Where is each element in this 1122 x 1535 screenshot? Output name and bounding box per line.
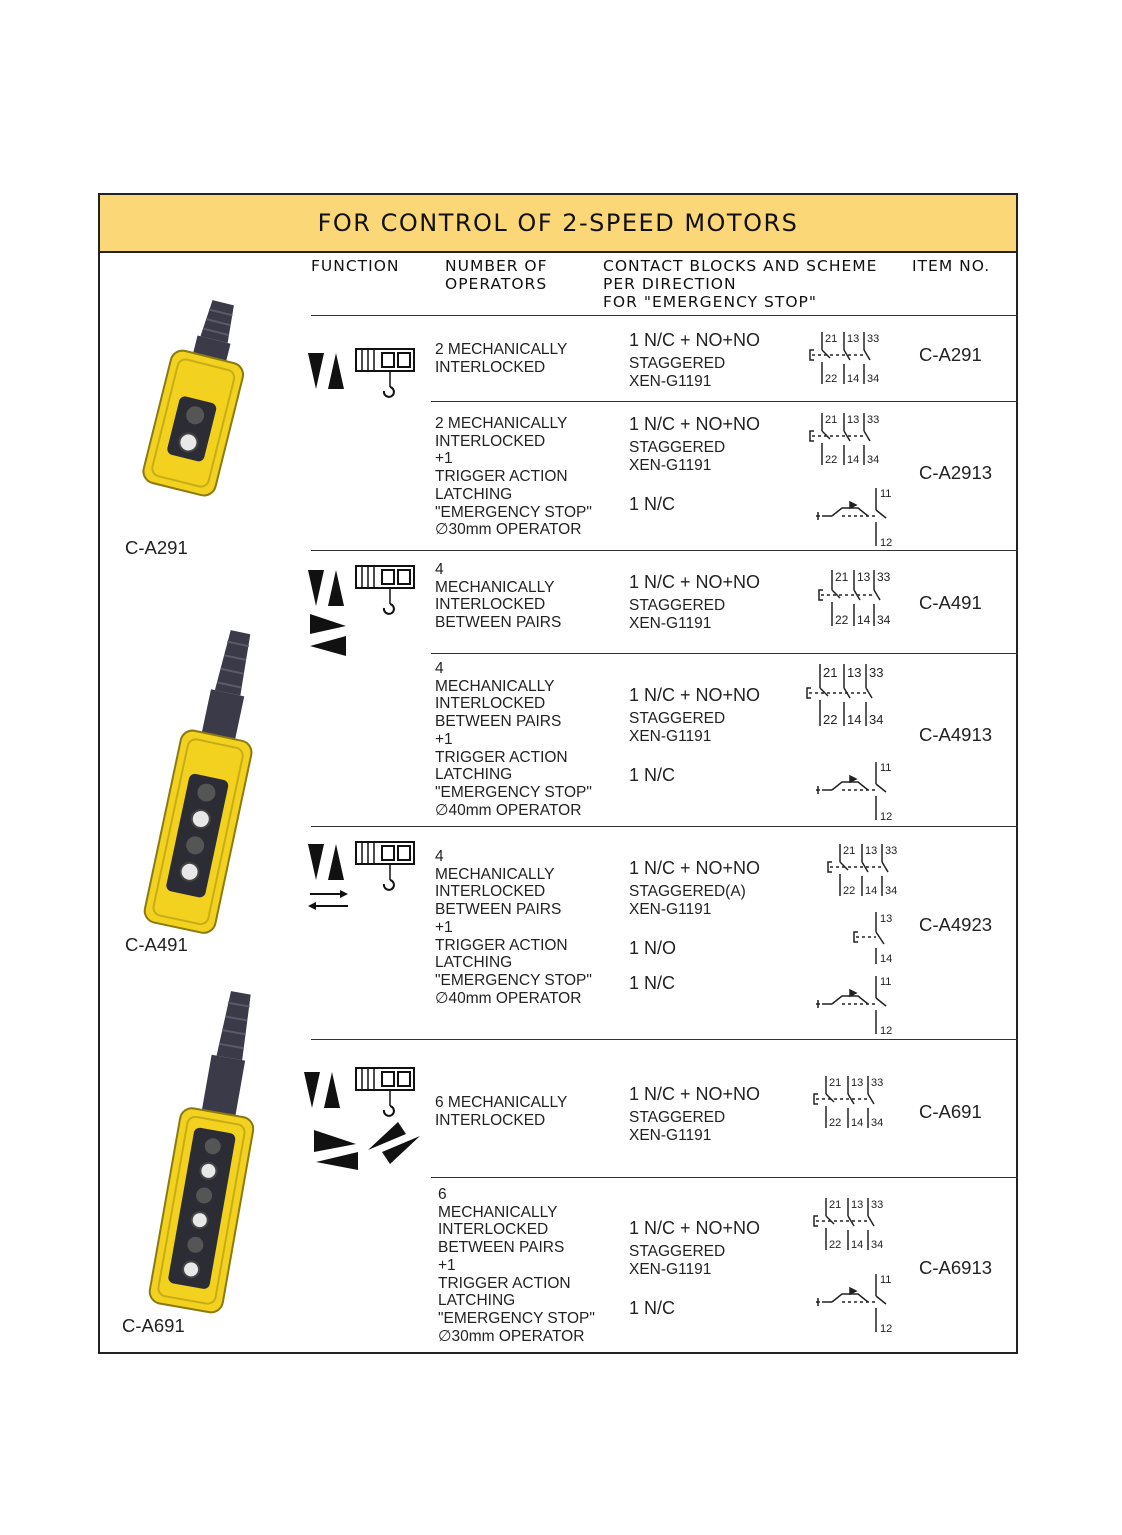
terminal-label: 11 <box>880 488 892 500</box>
terminal-label: 14 <box>847 373 860 385</box>
terminal-label: 11 <box>880 762 892 774</box>
operators-text: 2 MECHANICALLY INTERLOCKED +1 TRIGGER ACTION LATCHING "EMERGENCY STOP" ∅30mm OPERATOR <box>435 415 592 539</box>
terminal-label: 14 <box>851 1117 864 1129</box>
terminal-label: 33 <box>871 1199 884 1211</box>
title-banner <box>100 195 1016 253</box>
item-number: C-A291 <box>919 344 982 365</box>
operators-text: 4 MECHANICALLY INTERLOCKED BETWEEN PAIRS <box>435 561 562 632</box>
hoist-travel-icon <box>306 562 418 658</box>
estop-scheme-diagram <box>812 484 902 550</box>
header-operators: NUMBER OF OPERATORS <box>445 257 548 293</box>
item-number: C-A6913 <box>919 1257 993 1278</box>
contact-block: 1 N/C + NO+NO <box>629 414 761 434</box>
terminal-label: 22 <box>825 373 838 385</box>
page-title: FOR CONTROL OF 2-SPEED MOTORS <box>317 209 799 237</box>
pendant-2-button-image <box>110 290 290 520</box>
terminal-label: 13 <box>851 1077 864 1089</box>
terminal-label: 14 <box>857 613 871 627</box>
operators-text: 2 MECHANICALLY INTERLOCKED <box>435 341 568 376</box>
contact-scheme-diagram <box>808 411 888 467</box>
product-caption: C-A491 <box>125 934 188 955</box>
terminal-label: 33 <box>867 333 880 345</box>
contact-scheme: STAGGERED(A) XEN-G1191 <box>629 883 746 918</box>
terminal-label: 13 <box>847 665 862 680</box>
contact-block: 1 N/C + NO+NO <box>629 685 761 705</box>
product-caption: C-A691 <box>122 1315 185 1336</box>
terminal-label: 14 <box>865 885 878 897</box>
terminal-label: 14 <box>847 454 860 466</box>
terminal-label: 22 <box>823 712 838 727</box>
estop-scheme-diagram <box>812 758 902 824</box>
terminal-label: 12 <box>880 537 893 549</box>
estop-contact: 1 N/C <box>629 973 676 993</box>
header-contacts: CONTACT BLOCKS AND SCHEME PER DIRECTION FOR "EMERGENCY STOP" <box>603 257 878 311</box>
item-number: C-A2913 <box>919 462 993 483</box>
terminal-label: 34 <box>871 1239 884 1251</box>
terminal-label: 33 <box>885 845 898 857</box>
row-divider <box>431 401 1018 402</box>
contact-block: 1 N/C + NO+NO <box>629 858 761 878</box>
terminal-label: 14 <box>851 1239 864 1251</box>
row-divider <box>311 1039 1018 1040</box>
terminal-label: 14 <box>847 712 862 727</box>
terminal-label: 34 <box>867 454 880 466</box>
contact-scheme: STAGGERED XEN-G1191 <box>629 710 726 745</box>
row-divider <box>431 1177 1018 1178</box>
up-down-hoist-icon <box>306 345 418 405</box>
row-divider <box>311 315 1018 316</box>
terminal-label: 12 <box>880 1025 893 1037</box>
contact-scheme: STAGGERED XEN-G1191 <box>629 355 726 390</box>
contact-scheme-diagram <box>812 1196 892 1252</box>
contact-block: 1 N/C + NO+NO <box>629 572 761 592</box>
contact-scheme: STAGGERED XEN-G1191 <box>629 1243 726 1278</box>
hoist-thin-arrows-icon <box>306 840 418 916</box>
no-contact: 1 N/O <box>629 938 677 958</box>
terminal-label: 21 <box>825 414 838 426</box>
terminal-label: 21 <box>829 1077 842 1089</box>
terminal-label: 21 <box>825 333 838 345</box>
header-function: FUNCTION <box>311 257 400 275</box>
operators-text: 4 MECHANICALLY INTERLOCKED BETWEEN PAIRS +1 TRIGGER ACTION LATCHING "EMERGENCY STOP" ∅40mm OPERATOR <box>435 660 592 819</box>
row-divider <box>431 653 1018 654</box>
terminal-label: 21 <box>843 845 856 857</box>
terminal-label: 11 <box>880 1274 892 1286</box>
terminal-label: 22 <box>829 1239 842 1251</box>
contact-scheme-diagram <box>816 568 900 628</box>
terminal-label: 11 <box>880 976 892 988</box>
contact-scheme-diagram <box>804 662 892 728</box>
terminal-label: 34 <box>877 613 891 627</box>
terminal-label: 22 <box>829 1117 842 1129</box>
product-caption: C-A291 <box>125 537 188 558</box>
item-number: C-A4923 <box>919 914 993 935</box>
estop-contact: 1 N/C <box>629 765 676 785</box>
header-item-no: ITEM NO. <box>912 257 991 275</box>
terminal-label: 34 <box>885 885 898 897</box>
estop-scheme-diagram <box>812 972 902 1038</box>
operators-text: 4 MECHANICALLY INTERLOCKED BETWEEN PAIRS +1 TRIGGER ACTION LATCHING "EMERGENCY STOP" ∅40mm OPERATOR <box>435 848 592 1007</box>
terminal-label: 13 <box>847 414 860 426</box>
terminal-label: 34 <box>867 373 880 385</box>
contact-scheme: STAGGERED XEN-G1191 <box>629 597 726 632</box>
operators-text: 6 MECHANICALLY INTERLOCKED <box>435 1094 568 1129</box>
terminal-label: 13 <box>857 570 871 584</box>
item-number: C-A491 <box>919 592 982 613</box>
terminal-label: 34 <box>871 1117 884 1129</box>
terminal-label: 12 <box>880 1323 893 1335</box>
terminal-label: 33 <box>871 1077 884 1089</box>
pendant-4-button-image <box>115 620 295 940</box>
terminal-label: 22 <box>843 885 856 897</box>
terminal-label: 13 <box>851 1199 864 1211</box>
estop-contact: 1 N/C <box>629 1298 676 1318</box>
terminal-label: 34 <box>869 712 884 727</box>
terminal-label: 21 <box>829 1199 842 1211</box>
pendant-6-button-image <box>115 985 295 1315</box>
contact-block: 1 N/C + NO+NO <box>629 1218 761 1238</box>
no-scheme-diagram <box>850 908 910 966</box>
terminal-label: 13 <box>865 845 878 857</box>
estop-scheme-diagram <box>812 1270 902 1336</box>
terminal-label: 13 <box>880 913 893 925</box>
contact-scheme-diagram <box>812 1074 892 1130</box>
row-divider <box>311 826 1018 827</box>
terminal-label: 33 <box>867 414 880 426</box>
terminal-label: 33 <box>869 665 884 680</box>
contact-scheme: STAGGERED XEN-G1191 <box>629 439 726 474</box>
terminal-label: 22 <box>835 613 849 627</box>
terminal-label: 22 <box>825 454 838 466</box>
terminal-label: 21 <box>823 665 838 680</box>
operators-text: 6 MECHANICALLY INTERLOCKED BETWEEN PAIRS +1 TRIGGER ACTION LATCHING "EMERGENCY STOP" ∅30mm OPERATOR <box>438 1186 595 1345</box>
item-number: C-A4913 <box>919 724 993 745</box>
contact-block: 1 N/C + NO+NO <box>629 1084 761 1104</box>
contact-scheme-diagram <box>826 842 906 898</box>
row-divider <box>311 550 1018 551</box>
terminal-label: 14 <box>880 953 893 965</box>
contact-block: 1 N/C + NO+NO <box>629 330 761 350</box>
six-direction-icon <box>302 1064 426 1174</box>
contact-scheme: STAGGERED XEN-G1191 <box>629 1109 726 1144</box>
contact-scheme-diagram <box>808 330 888 386</box>
terminal-label: 12 <box>880 811 893 823</box>
estop-contact: 1 N/C <box>629 494 676 514</box>
terminal-label: 21 <box>835 570 849 584</box>
terminal-label: 33 <box>877 570 891 584</box>
item-number: C-A691 <box>919 1101 982 1122</box>
terminal-label: 13 <box>847 333 860 345</box>
